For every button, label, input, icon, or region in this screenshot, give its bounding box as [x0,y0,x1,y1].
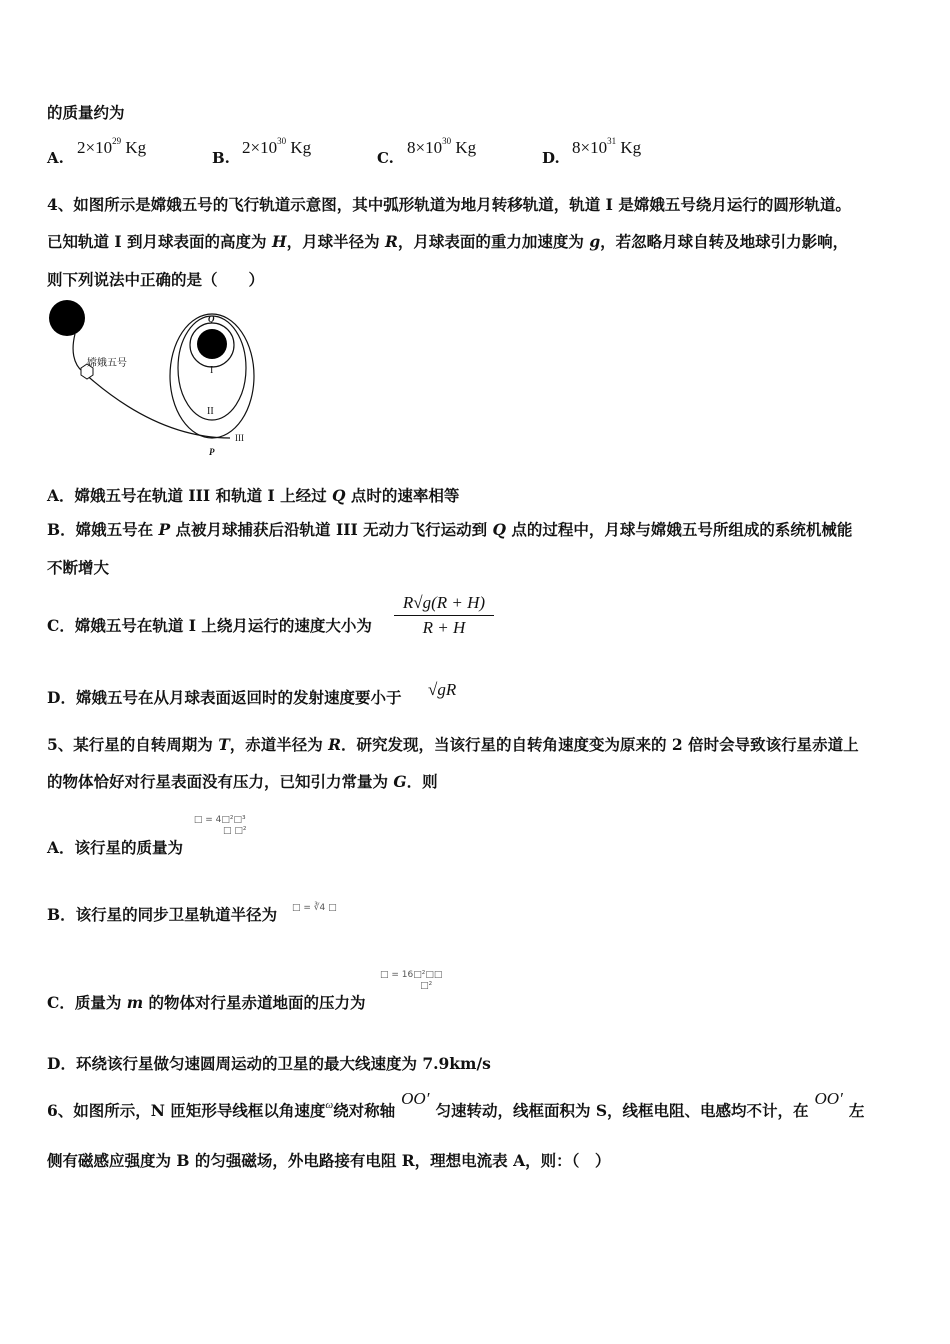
q3-option-c-value: $8\times 10^{30}$ Kg [407,136,477,157]
q5-stem-line2: 的物体恰好对行星表面没有压力，已知引力常量为 G．则 [47,772,438,791]
q4-option-c-denominator: R + H [422,618,466,637]
q5-option-a-formula-top: □ = 4□²□³ [193,815,246,825]
q5-option-c-formula [380,970,442,992]
q3-option-d-value: $8\times 10^{31}$ Kg [572,136,642,157]
earth-disk [49,300,85,336]
q3-option-b-label: B. [212,149,230,167]
q5-option-a: A．该行星的质量为 [47,838,184,857]
q6-stem-line2: 侧有磁感应强度为 B 的匀强磁场，外电路接有电阻 R，理想电流表 A，则：（ ） [47,1151,611,1170]
q3-option-d-label: D. [542,149,560,167]
q5-option-d: D．环绕该行星做匀速圆周运动的卫星的最大线速度为 7.9km/s [47,1054,491,1073]
q4-stem-line1: 4、如图所示是嫦娥五号的飞行轨道示意图，其中弧形轨道为地月转移轨道，轨道 I 是嫦娥五号绕月运行的圆形轨道。 [47,195,851,214]
q5-option-c-formula-top: □ = 16□²□□ [380,970,443,980]
q3-stem-end: 的质量约为 [47,103,125,122]
q3-option-b-value: $2\times 10^{30}$ Kg [242,136,312,157]
q4-option-c-formula [394,593,494,638]
moon-disk [197,329,227,359]
spacecraft-label: 嫦娥五号 [87,358,127,369]
q4-option-d-formula: √gR [428,680,457,699]
q3-option-a-label: A. [47,149,64,167]
axis-symbol: OO′ [401,1089,430,1108]
omega-symbol: ω [325,1099,334,1111]
q5-option-a-formula-bottom: □ □² [223,826,247,836]
q5-option-b-formula: □ = ∛4 □ [292,903,337,913]
q5-option-b: B．该行星的同步卫星轨道半径为 [47,905,278,924]
orbit-iii-label: III [235,433,244,443]
q4-option-c-numerator: R√g(R + H) [402,593,486,612]
q3-option-a-value: $2\times 10^{29}$ Kg [77,136,147,157]
orbit-i-label: I [210,365,214,376]
axis-symbol-2: OO′ [814,1089,843,1108]
q6-stem-line1: 6、如图所示，N 匝矩形导线框以角速度$^\omega$绕对称轴OO′匀速转动，线框面积为 S，线框电阻、电感均不计，在OO′左 [47,1089,865,1120]
orbit-diagram [45,298,285,463]
fraction-bar [394,615,494,616]
q4-stem-line3: 则下列说法中正确的是（ ） [47,270,265,289]
q4-stem-line2: 已知轨道 I 到月球表面的高度为 H，月球半径为 R，月球表面的重力加速度为 g，若忽略月球自转及地球引力影响， [47,232,849,251]
q5-stem-line1: 5、某行星的自转周期为 T，赤道半径为 R．研究发现，当该行星的自转角速度变为原来的 2 倍时会导致该行星赤道上 [47,735,859,754]
point-q-label: Q [208,314,215,324]
q4-option-c: C．嫦娥五号在轨道 I 上绕月运行的速度大小为 [47,616,372,635]
q5-option-c: C．质量为 m 的物体对行星赤道地面的压力为 [47,993,366,1012]
orbit-ii-label: II [207,406,214,417]
q4-option-b-cont: 不断增大 [47,558,110,577]
q5-option-a-formula [193,815,246,837]
q4-option-a: A．嫦娥五号在轨道 III 和轨道 I 上经过 Q 点时的速率相等 [47,486,460,505]
q4-option-d: D．嫦娥五号在从月球表面返回时的发射速度要小于 [47,688,402,707]
point-p-label: P [209,447,215,457]
q4-option-b: B．嫦娥五号在 P 点被月球捕获后沿轨道 III 无动力飞行运动到 Q 点的过程中，月球与嫦娥五号所组成的系统机械能 [47,520,853,539]
q5-option-c-formula-bottom: □² [420,981,433,991]
q3-option-c-label: C. [377,149,394,167]
